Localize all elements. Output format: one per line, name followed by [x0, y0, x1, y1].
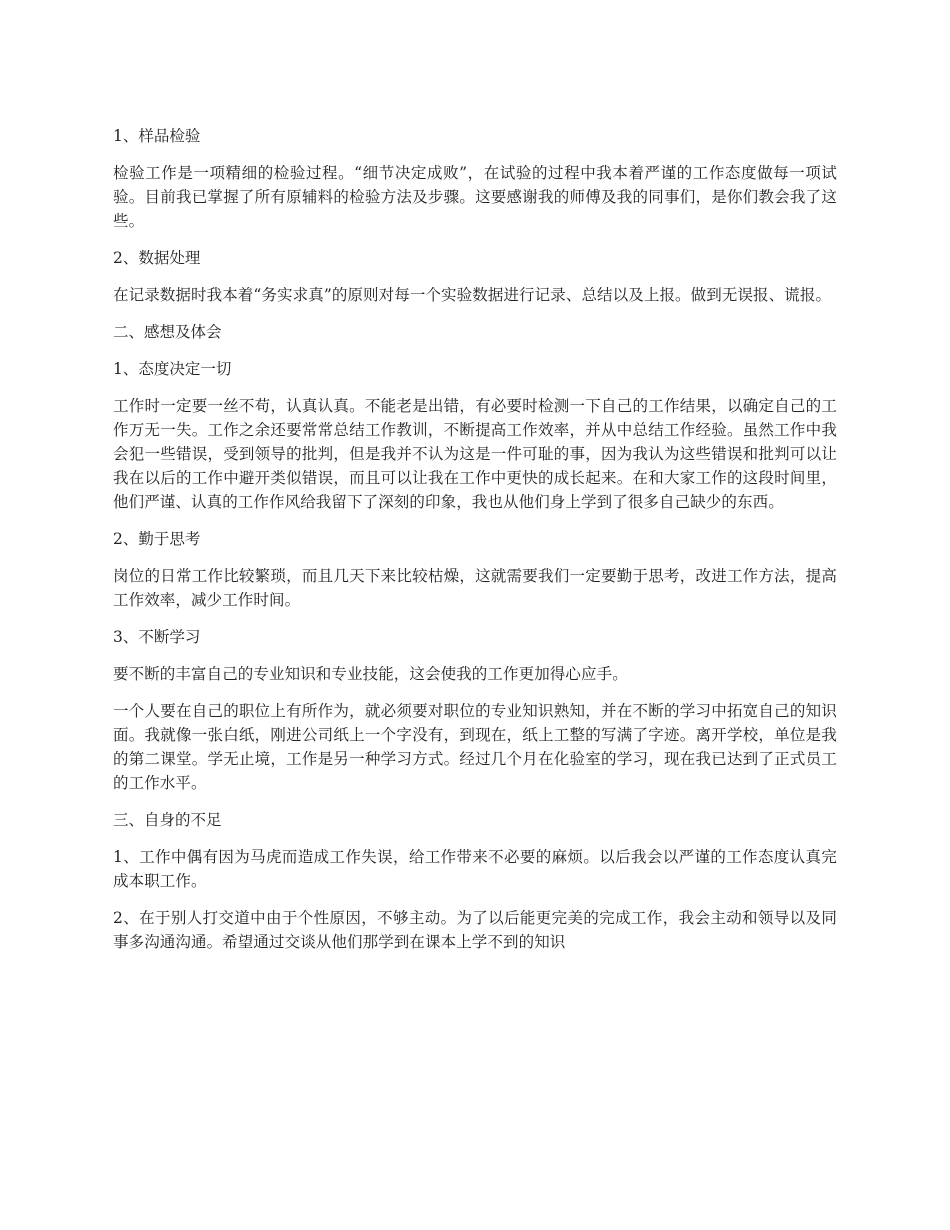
section-heading-sample-inspection: 1、样品检验 — [113, 127, 201, 145]
section-heading-learning: 3、不断学习 — [113, 628, 201, 646]
paragraph-learning-intro: 要不断的丰富自己的专业知识和专业技能，这会使我的工作更加得心应手。 — [113, 665, 628, 683]
paragraph-thinking: 岗位的日常工作比较繁琐，而且几天下来比较枯燥，这就需要我们一定要勤于思考，改进工作方法，提高工作效率，减少工作时间。 — [113, 567, 837, 609]
paragraph-shortcoming-2: 2、在于别人打交道中由于个性原因，不够主动。为了以后能更完美的完成工作，我会主动和领导以及同事多沟通沟通。希望通过交谈从他们那学到在课本上学不到的知识 — [113, 909, 837, 951]
paragraph-shortcoming-1: 1、工作中偶有因为马虎而造成工作失误，给工作带来不必要的麻烦。以后我会以严谨的工作态度认真完成本职工作。 — [113, 848, 837, 890]
section-heading-thinking: 2、勤于思考 — [113, 530, 201, 548]
paragraph-attitude: 工作时一定要一丝不苟，认真认真。不能老是出错，有必要时检测一下自己的工作结果，以确定自己的工作万无一失。工作之余还要常常总结工作教训，不断提高工作效率，并从中总结工作经验。虽然工作中我会犯一些错误，受到领导的批判，但是我并不认为这是一件可耻的事，因为我认为这些错误和批判可以让我在以后的工作中避开类似错误，而且可以让我在工作中更快的成长起来。在和大家工作的这段时间里，他们严谨、认真的工作作风给我留下了深刻的印象，我也从他们身上学到了很多自己缺少的东西。 — [113, 397, 837, 511]
paragraph-sample-inspection: 检验工作是一项精细的检验过程。“细节决定成败”，在试验的过程中我本着严谨的工作态度做每一项试验。目前我已掌握了所有原辅料的检验方法及步骤。这要感谢我的师傅及我的同事们，是你们教会我了这些。 — [113, 164, 837, 230]
section-heading-attitude: 1、态度决定一切 — [113, 360, 232, 378]
paragraph-learning-detail: 一个人要在自己的职位上有所作为，就必须要对职位的专业知识熟知，并在不断的学习中拓宽自己的知识面。我就像一张白纸，刚进公司纸上一个字没有，到现在，纸上工整的写满了字迹。离开学校，单位是我的第二课堂。学无止境，工作是另一种学习方式。经过几个月在化验室的学习，现在我已达到了正式员工的工作水平。 — [113, 702, 837, 792]
section-heading-shortcomings: 三、自身的不足 — [113, 811, 222, 829]
section-heading-data-processing: 2、数据处理 — [113, 249, 201, 267]
section-heading-reflections: 二、感想及体会 — [113, 323, 222, 341]
paragraph-data-processing: 在记录数据时我本着“务实求真”的原则对每一个实验数据进行记录、总结以及上报。做到无误报、谎报。 — [113, 286, 832, 304]
